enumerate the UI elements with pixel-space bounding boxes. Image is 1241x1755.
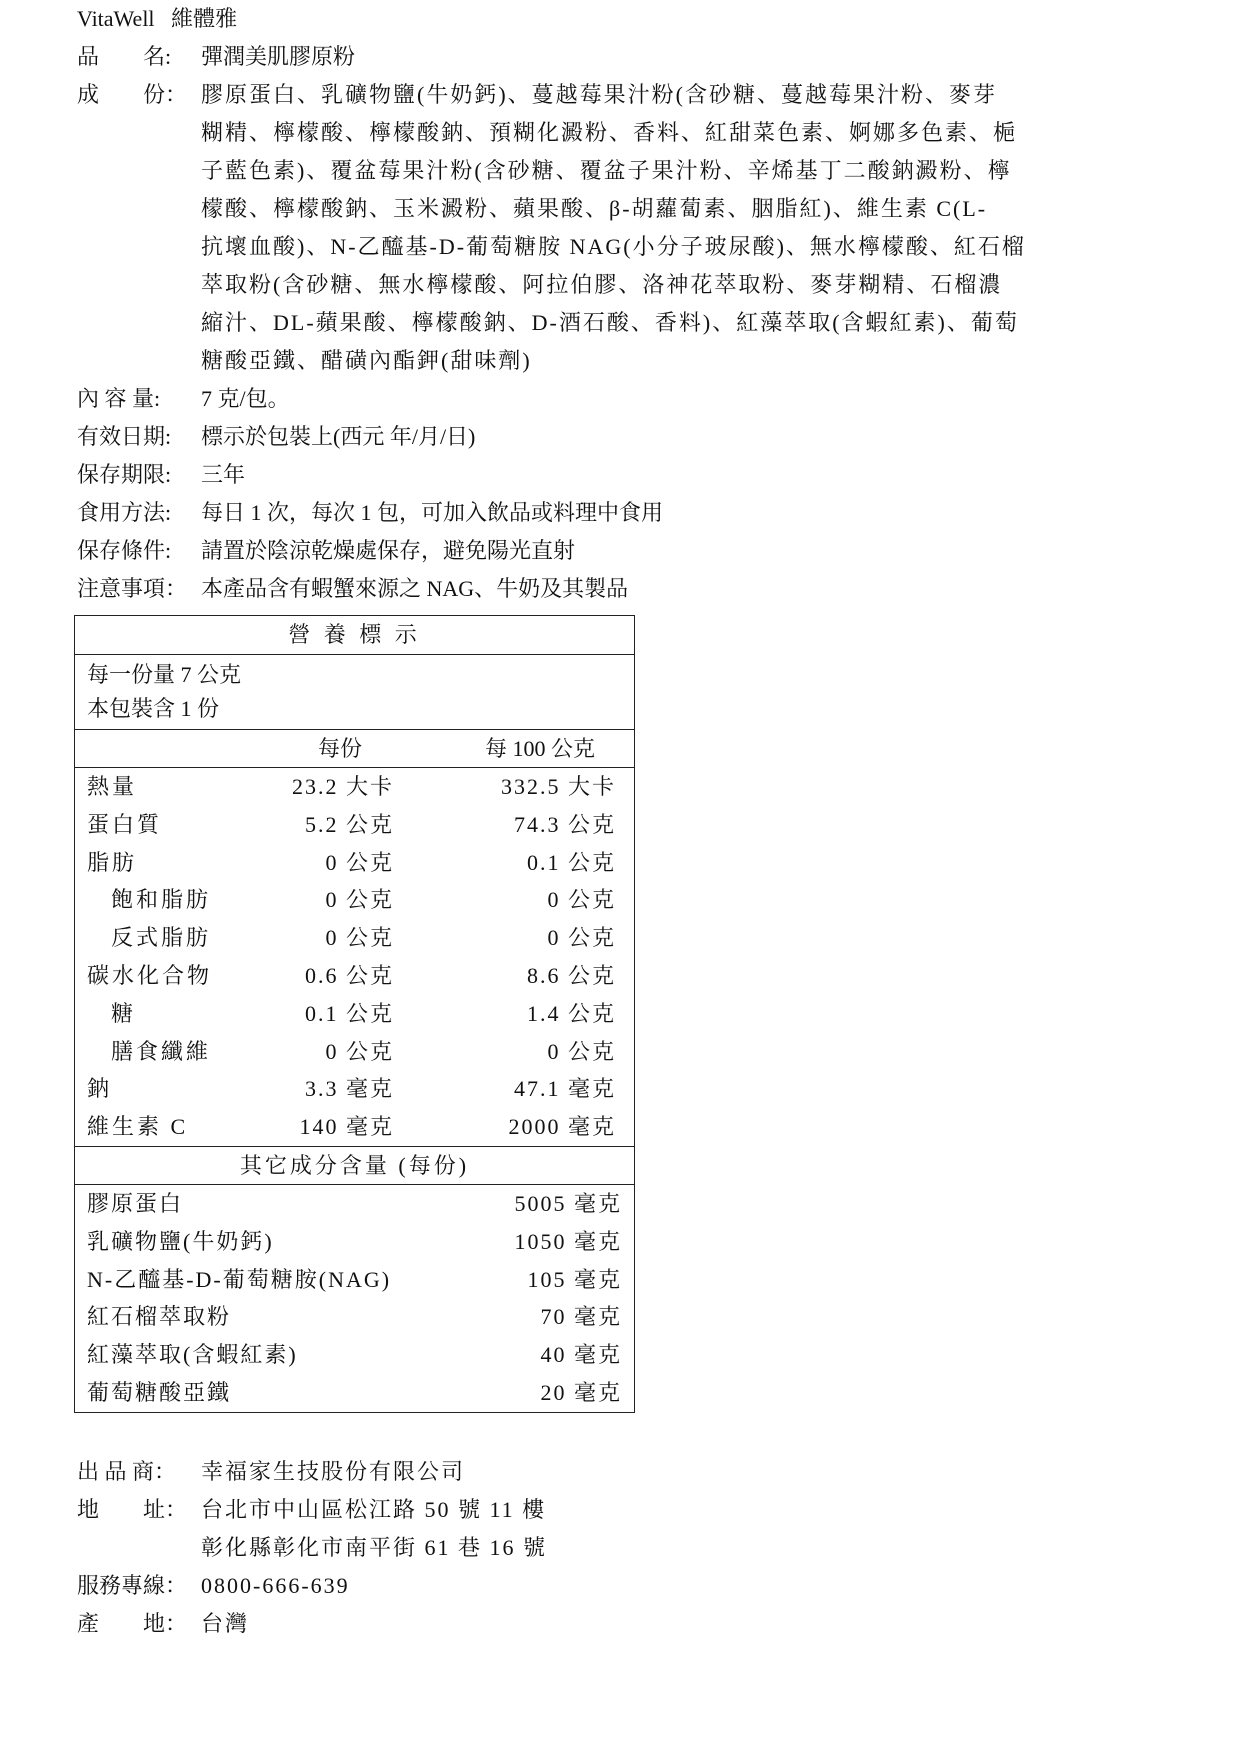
info-value: 本產品含有蝦蟹來源之 NAG、牛奶及其製品: [201, 576, 629, 601]
ingredients-label: 成 份：: [77, 82, 188, 107]
ingredients-line: 萃取粉(含砂糖、無水檸檬酸、阿拉伯膠、洛神花萃取粉、麥芽糊精、石榴濃: [201, 272, 1003, 297]
other-ingredients-title: 其它成分含量 (每份): [239, 1153, 470, 1178]
nutrient-name: 脂肪: [87, 849, 138, 875]
nutrient-row: [75, 844, 634, 882]
other-ingredient-name: 膠原蛋白: [87, 1191, 184, 1216]
nutrient-name: 熱量: [87, 774, 138, 799]
footer-label: 出 品 商：: [77, 1459, 177, 1484]
footer-value: 幸福家生技股份有限公司: [201, 1459, 466, 1484]
info-label: 保存條件:: [77, 538, 172, 563]
serving-size: 每一份量 7 公克: [87, 662, 242, 687]
footer-value: 台北市中山區松江路 50 號 11 樓: [201, 1497, 547, 1522]
nutrient-per-100g: 0 公克: [547, 925, 616, 951]
product-name-label: 品 名:: [77, 44, 172, 69]
nutrition-facts-table: [74, 615, 635, 1413]
other-ingredient-row: [75, 1261, 634, 1299]
nutrient-per-serving: 23.2 大卡: [291, 774, 394, 799]
nutrient-per-100g: 2000 毫克: [508, 1114, 616, 1140]
other-ingredient-name: 紅石榴萃取粉: [87, 1304, 232, 1330]
servings-per-package: 本包裝含 1 份: [87, 696, 220, 721]
info-label: 保存期限:: [77, 462, 172, 487]
servings-row: [75, 690, 634, 728]
other-ingredient-value: 40 毫克: [540, 1342, 622, 1368]
other-ingredient-value: 20 毫克: [540, 1380, 622, 1405]
product-name-value: 彈潤美肌膠原粉: [201, 44, 356, 69]
ingredients-line: 縮汁、DL-蘋果酸、檸檬酸鈉、D-酒石酸、香料)、紅藻萃取(含蝦紅素)、葡萄: [201, 310, 1019, 335]
other-ingredient-row: [75, 1298, 634, 1336]
ingredients-label-line: [77, 76, 201, 114]
product-name-line: [77, 38, 356, 76]
info-value: 標示於包裝上(西元 年/月/日): [201, 424, 476, 449]
nutrient-name: 蛋白質: [87, 811, 163, 837]
footer-label: 服務專線：: [77, 1573, 188, 1598]
nutrient-per-serving: 3.3 毫克: [304, 1076, 394, 1102]
nutrient-row: [75, 881, 634, 919]
footer-label: 產 地：: [77, 1611, 188, 1636]
other-ingredient-row: [75, 1185, 634, 1223]
footer-line: [77, 1605, 250, 1643]
nutrient-name: 碳水化合物: [87, 963, 213, 988]
info-value: 三年: [201, 462, 246, 487]
nutrient-row: [75, 919, 634, 957]
nutrition-title: 營 養 標 示: [288, 622, 421, 647]
col-per-100g: 每 100 公克: [484, 736, 595, 761]
footer-value: 彰化縣彰化市南平街 61 巷 16 號: [201, 1535, 548, 1560]
info-value: 每日 1 次，每次 1 包，可加入飲品或料理中食用: [201, 500, 664, 525]
nutrient-per-100g: 0.1 公克: [526, 849, 616, 875]
nutrition-title-row: [75, 616, 634, 654]
footer-label: 地 址：: [77, 1497, 188, 1522]
nutrient-row: [75, 957, 634, 995]
nutrient-per-serving: 0.1 公克: [304, 1000, 394, 1026]
col-per-serving: 每份: [317, 736, 362, 761]
nutrient-per-serving: 0 公克: [325, 887, 394, 913]
nutrient-per-100g: 74.3 公克: [513, 811, 616, 837]
other-ingredient-value: 5005 毫克: [514, 1191, 622, 1216]
brand-en: VitaWell: [77, 6, 155, 31]
brand-line: [77, 0, 237, 38]
nutrient-name: 飽和脂肪: [111, 887, 212, 913]
other-ingredient-value: 105 毫克: [527, 1266, 622, 1292]
nutrient-name: 維生素 C: [87, 1114, 189, 1140]
info-label: 內 容 量:: [77, 386, 161, 411]
info-value: 請置於陰涼乾燥處保存，避免陽光直射: [201, 538, 576, 563]
ingredients-line: 子藍色素)、覆盆莓果汁粉(含砂糖、覆盆子果汁粉、辛烯基丁二酸鈉澱粉、檸: [201, 158, 1012, 183]
info-line: [77, 418, 476, 456]
footer-line: [77, 1453, 466, 1491]
nutrient-per-serving: 0 公克: [325, 925, 394, 951]
info-label: 有效日期:: [77, 424, 172, 449]
nutrient-per-100g: 8.6 公克: [526, 963, 616, 988]
nutrient-per-100g: 0 公克: [547, 887, 616, 913]
other-ingredient-value: 70 毫克: [540, 1304, 622, 1330]
info-label: 注意事項：: [77, 576, 188, 601]
footer-value: 0800-666-639: [201, 1573, 350, 1598]
brand-zh: 維體雅: [171, 6, 238, 31]
nutrient-row: [75, 1108, 634, 1146]
serving-size-row: [75, 656, 634, 694]
nutrient-name: 反式脂肪: [111, 925, 212, 951]
other-ingredient-name: N-乙醯基-D-葡萄糖胺(NAG): [87, 1266, 392, 1292]
other-ingredient-name: 乳礦物鹽(牛奶鈣): [87, 1228, 274, 1254]
nutrient-name: 鈉: [87, 1076, 113, 1102]
nutrient-per-100g: 332.5 大卡: [500, 774, 616, 799]
ingredients-line: 膠原蛋白、乳礦物鹽(牛奶鈣)、蔓越莓果汁粉(含砂糖、蔓越莓果汁粉、麥芽: [201, 82, 997, 107]
nutrient-row: [75, 806, 634, 844]
ingredients-line: 檬酸、檸檬酸鈉、玉米澱粉、蘋果酸、β-胡蘿蔔素、胭脂紅)、維生素 C(L-: [201, 196, 988, 221]
other-ingredient-name: 葡萄糖酸亞鐵: [87, 1380, 232, 1405]
ingredients-line: 糖酸亞鐵、醋磺內酯鉀(甜味劑): [201, 348, 532, 373]
ingredients-text: [201, 76, 1071, 380]
footer-line: [77, 1529, 548, 1567]
info-value: 7 克/包。: [201, 386, 290, 411]
nutrient-per-serving: 0 公克: [325, 849, 394, 875]
info-line: [77, 532, 576, 570]
footer-line: [77, 1491, 547, 1529]
other-ingredient-name: 紅藻萃取(含蝦紅素): [87, 1342, 298, 1368]
ingredients-line: 糊精、檸檬酸、檸檬酸鈉、預糊化澱粉、香料、紅甜菜色素、婀娜多色素、梔: [201, 120, 1018, 145]
info-line: [77, 570, 629, 608]
info-line: [77, 380, 290, 418]
ingredients-line: 抗壞血酸)、N-乙醯基-D-葡萄糖胺 NAG(小分子玻尿酸)、無水檸檬酸、紅石榴: [201, 234, 1026, 259]
other-ingredient-value: 1050 毫克: [514, 1228, 622, 1254]
info-label: 食用方法:: [77, 500, 172, 525]
nutrient-row: [75, 1033, 634, 1071]
nutrient-name: 糖: [111, 1000, 137, 1026]
nutrient-per-serving: 5.2 公克: [304, 811, 394, 837]
nutrient-row: [75, 995, 634, 1033]
footer-line: [77, 1567, 350, 1605]
nutrient-per-100g: 47.1 毫克: [513, 1076, 616, 1102]
info-line: [77, 494, 664, 532]
other-ingredient-row: [75, 1374, 634, 1412]
nutrient-name: 膳食纖維: [111, 1038, 212, 1064]
other-title-row: [75, 1147, 634, 1185]
column-header-row: [75, 730, 634, 768]
other-ingredient-row: [75, 1223, 634, 1261]
nutrient-row: [75, 768, 634, 806]
other-ingredient-row: [75, 1336, 634, 1374]
nutrient-per-serving: 0.6 公克: [304, 963, 394, 988]
nutrient-per-serving: 140 毫克: [299, 1114, 394, 1140]
nutrient-per-100g: 1.4 公克: [526, 1000, 616, 1026]
info-line: [77, 456, 246, 494]
footer-value: 台灣: [201, 1611, 250, 1636]
divider: [75, 654, 634, 655]
nutrient-row: [75, 1070, 634, 1108]
nutrient-per-100g: 0 公克: [547, 1038, 616, 1064]
nutrient-per-serving: 0 公克: [325, 1038, 394, 1064]
